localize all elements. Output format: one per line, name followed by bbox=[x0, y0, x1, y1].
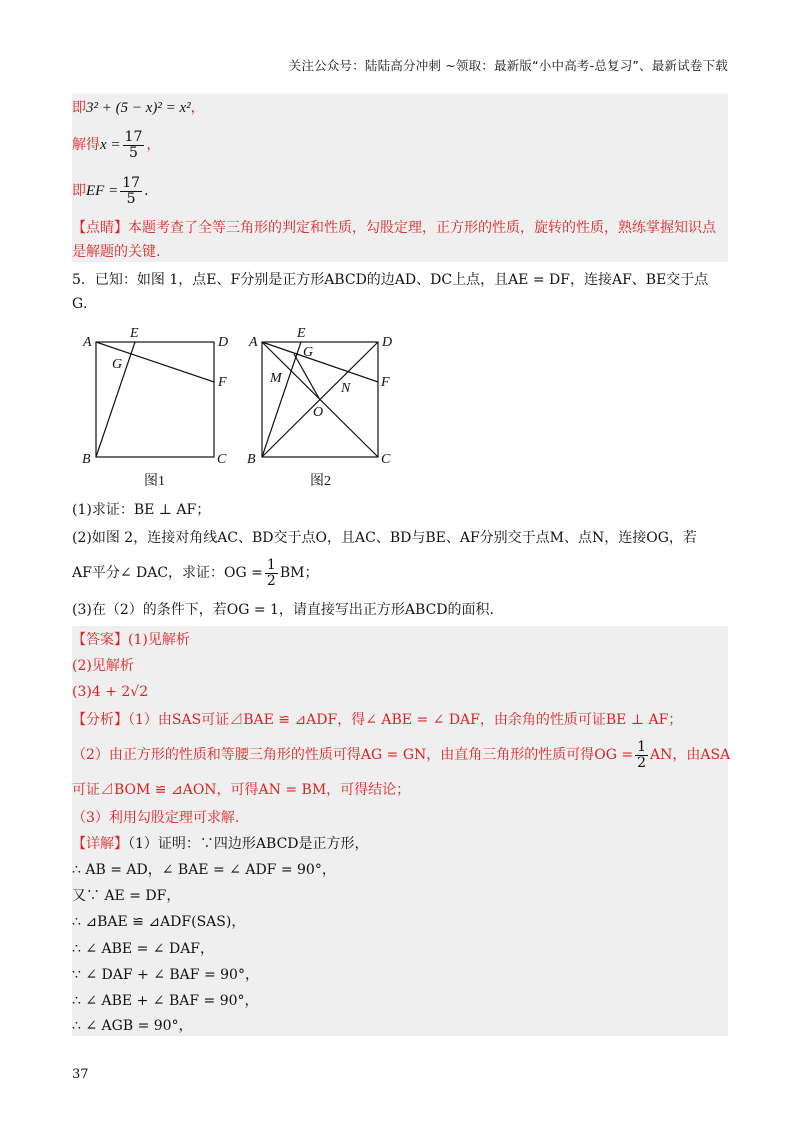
detail-line-4: ∴ ⊿BAE ≌ ⊿ADF(SAS)， bbox=[72, 914, 246, 930]
label-F: F bbox=[218, 375, 227, 390]
question-3: (3)在（2）的条件下，若OG = 1，请直接写出正方形ABCD的面积. bbox=[72, 602, 494, 618]
detail-line-5: ∴ ∠ ABE = ∠ DAF， bbox=[72, 941, 215, 957]
label-O: O bbox=[313, 405, 324, 420]
equation-line-3 bbox=[72, 174, 148, 208]
problem-stem-line-1: 5．已知：如图 1，点E、F分别是正方形ABCD的边AD、DC上点，且AE = DF，连接AF、BE交于点 bbox=[72, 272, 709, 288]
label-G: G bbox=[303, 345, 314, 360]
suffix-text: ， bbox=[146, 137, 161, 153]
answer-tag: 【答案】 bbox=[72, 632, 128, 648]
equation: EF = bbox=[86, 183, 119, 199]
text: BM； bbox=[279, 565, 319, 581]
detail-line-2: ∴ AB = AD，∠ BAE = ∠ ADF = 90°， bbox=[72, 862, 336, 878]
text: （2）由正方形的性质和等腰三角形的性质可得AG = GN，由直角三角形的性质可得OG = bbox=[72, 747, 634, 763]
analysis-line-2 bbox=[72, 738, 730, 772]
denominator: 2 bbox=[637, 754, 647, 771]
answer-line-3: (3)4 + 2√2 bbox=[72, 684, 149, 700]
label-E: E bbox=[297, 326, 306, 341]
analysis-line-1 bbox=[72, 710, 682, 730]
question-1: (1)求证：BE ⊥ AF； bbox=[72, 502, 211, 518]
figure-2 bbox=[247, 326, 392, 489]
label-E: E bbox=[130, 326, 139, 341]
answer-1: (1)见解析 bbox=[128, 632, 190, 648]
detail-line-6: ∵ ∠ DAF + ∠ BAF = 90°， bbox=[72, 967, 259, 983]
prefix-text: 解得 bbox=[72, 137, 100, 153]
analysis-1: （1）由SAS可证⊿BAE ≌ ⊿ADF，得∠ ABE = ∠ DAF，由余角的性质可证BE ⊥ AF； bbox=[128, 712, 683, 728]
label-F: F bbox=[381, 375, 390, 390]
detail-line-8: ∴ ∠ AGB = 90°， bbox=[72, 1018, 193, 1034]
equation: x = bbox=[100, 137, 121, 153]
detail-line-7: ∴ ∠ ABE + ∠ BAF = 90°， bbox=[72, 993, 259, 1009]
fraction bbox=[265, 558, 278, 589]
figure-2-caption: 图2 bbox=[310, 474, 331, 489]
equation-line-1 bbox=[72, 98, 205, 118]
suffix-text: ， bbox=[190, 100, 205, 116]
analysis-line-3: 可证⊿BOM ≌ ⊿AON，可得AN = BM，可得结论； bbox=[72, 782, 411, 798]
fraction bbox=[120, 176, 142, 207]
detail-line-1 bbox=[72, 834, 369, 854]
denominator: 5 bbox=[128, 144, 138, 161]
detail-line-3: 又∵ AE = DF， bbox=[72, 888, 181, 904]
comment-paragraph bbox=[72, 216, 728, 264]
label-B: B bbox=[82, 452, 91, 467]
fraction bbox=[123, 130, 145, 161]
page-header: 关注公众号：陆陆高分冲刺 ~领取：最新版“小中高考-总复习”、最新试卷下载 bbox=[288, 58, 728, 73]
numerator: 1 bbox=[266, 556, 276, 573]
label-D: D bbox=[382, 335, 393, 350]
label-C: C bbox=[217, 452, 227, 467]
label-A: A bbox=[249, 335, 258, 350]
suffix-text: . bbox=[144, 183, 149, 199]
answer-line-1 bbox=[72, 630, 190, 650]
denominator: 5 bbox=[126, 190, 136, 207]
text: AN，由ASA bbox=[650, 747, 731, 763]
page-number: 37 bbox=[72, 1067, 89, 1082]
problem-stem-line-2: G． bbox=[72, 296, 98, 312]
label-D: D bbox=[218, 335, 229, 350]
prefix-text: 即 bbox=[72, 100, 86, 116]
analysis-line-4: （3）利用勾股定理可求解. bbox=[72, 810, 240, 826]
figure-1-caption: 图1 bbox=[144, 474, 165, 489]
label-A: A bbox=[83, 335, 92, 350]
numerator: 1 bbox=[637, 738, 647, 755]
detail-tag: 【详解】 bbox=[72, 836, 128, 852]
label-M: M bbox=[270, 371, 282, 386]
analysis-tag: 【分析】 bbox=[72, 712, 128, 728]
text: AF平分∠ DAC，求证：OG = bbox=[72, 565, 263, 581]
comment-text: 本题考查了全等三角形的判定和性质，勾股定理，正方形的性质，旋转的性质，熟练掌握知识点是解题的关键. bbox=[72, 220, 716, 260]
label-B: B bbox=[247, 452, 256, 467]
figure-1 bbox=[82, 326, 228, 489]
label-G: G bbox=[112, 357, 123, 372]
answer-line-2: (2)见解析 bbox=[72, 658, 134, 674]
equation: 3² + (5 − x)² = x² bbox=[86, 100, 191, 116]
equation-line-2 bbox=[72, 128, 160, 162]
prefix-text: 即 bbox=[72, 183, 86, 199]
comment-tag: 【点睛】 bbox=[72, 220, 128, 236]
numerator: 17 bbox=[122, 174, 141, 191]
fraction bbox=[635, 740, 648, 771]
detail-1: （1）证明：∵四边形ABCD是正方形， bbox=[128, 836, 369, 852]
label-C: C bbox=[381, 452, 391, 467]
question-2-line-2 bbox=[72, 557, 318, 589]
geometry-figures bbox=[72, 318, 412, 498]
question-2-line-1: (2)如图 2，连接对角线AC、BD交于点O，且AC、BD与BE、AF分别交于点M、点N，连接OG，若 bbox=[72, 530, 697, 546]
label-N: N bbox=[341, 381, 351, 396]
denominator: 2 bbox=[266, 572, 276, 589]
numerator: 17 bbox=[124, 128, 143, 145]
